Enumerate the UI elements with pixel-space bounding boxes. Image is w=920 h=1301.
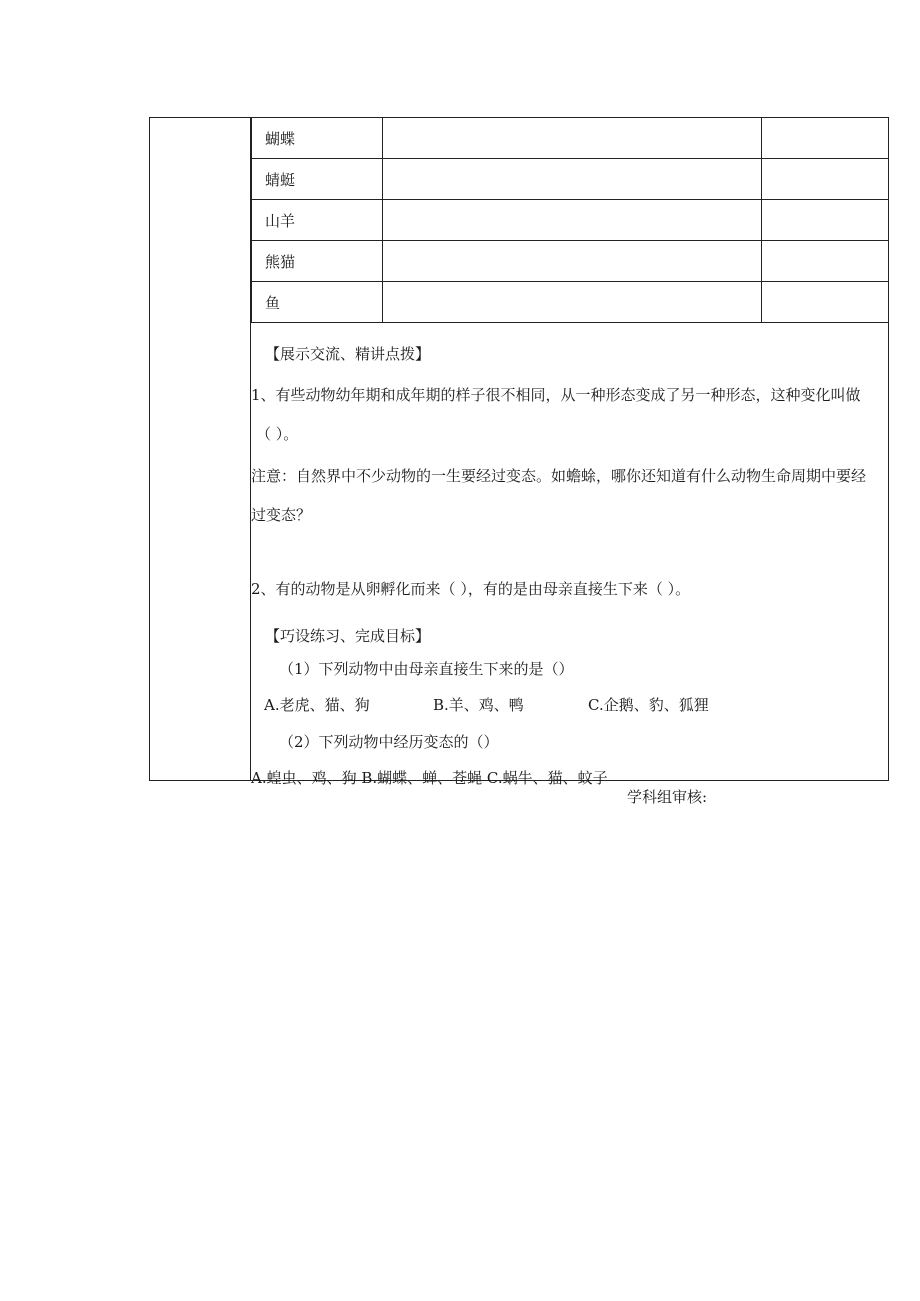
table-row (252, 159, 890, 200)
animal-name: 鱼 (252, 282, 383, 323)
note-text: 注意：自然界中不少动物的一生要经过变态。如蟾蜍，哪你还知道有什么动物生命周期中要经 (251, 467, 867, 485)
table-row (252, 282, 890, 323)
review-label: 学科组审核: (627, 788, 708, 806)
exercise-2-options: A.蝗虫、鸡、狗 B.蝴蝶、蝉、苍蝇 C.蜗牛、猫、蚊子 (251, 769, 608, 787)
question-2-text: 2、有的动物是从卵孵化而来（ ），有的是由母亲直接生下来（ ）。 (251, 580, 691, 598)
section-heading-display: 【展示交流、精讲点拨】 (265, 345, 431, 363)
worksheet-frame (149, 117, 889, 781)
answer-cell[interactable] (383, 118, 762, 159)
exercise-2-question: （2）下列动物中经历变态的（） (279, 733, 499, 751)
answer-cell[interactable] (383, 159, 762, 200)
exercise-1-option-a: A.老虎、猫、狗 (264, 696, 370, 714)
answer-cell[interactable] (383, 241, 762, 282)
animal-name: 蝴蝶 (252, 118, 383, 159)
answer-cell[interactable] (762, 159, 890, 200)
animal-name: 山羊 (252, 200, 383, 241)
answer-cell[interactable] (383, 200, 762, 241)
answer-cell[interactable] (383, 282, 762, 323)
table-row (252, 241, 890, 282)
note-text-continued: 过变态？ (251, 506, 312, 524)
animal-name: 熊猫 (252, 241, 383, 282)
animal-name: 蜻蜓 (252, 159, 383, 200)
table-row (252, 118, 890, 159)
question-1-text: 1、有些动物幼年期和成年期的样子很不相同，从一种形态变成了另一种形态，这种变化叫做 (251, 386, 861, 404)
left-column (150, 118, 251, 780)
animal-table (251, 118, 889, 323)
answer-cell[interactable] (762, 282, 890, 323)
exercise-1-option-c: C.企鹅、豹、狐狸 (588, 696, 709, 714)
section-heading-practice: 【巧设练习、完成目标】 (265, 627, 431, 645)
exercise-1-option-b: B.羊、鸡、鸭 (433, 696, 524, 714)
exercise-1-question: （1）下列动物中由母亲直接生下来的是（） (279, 660, 574, 678)
answer-cell[interactable] (762, 200, 890, 241)
answer-cell[interactable] (762, 241, 890, 282)
answer-cell[interactable] (762, 118, 890, 159)
question-1-blank: （ ）。 (256, 425, 299, 443)
table-row (252, 200, 890, 241)
